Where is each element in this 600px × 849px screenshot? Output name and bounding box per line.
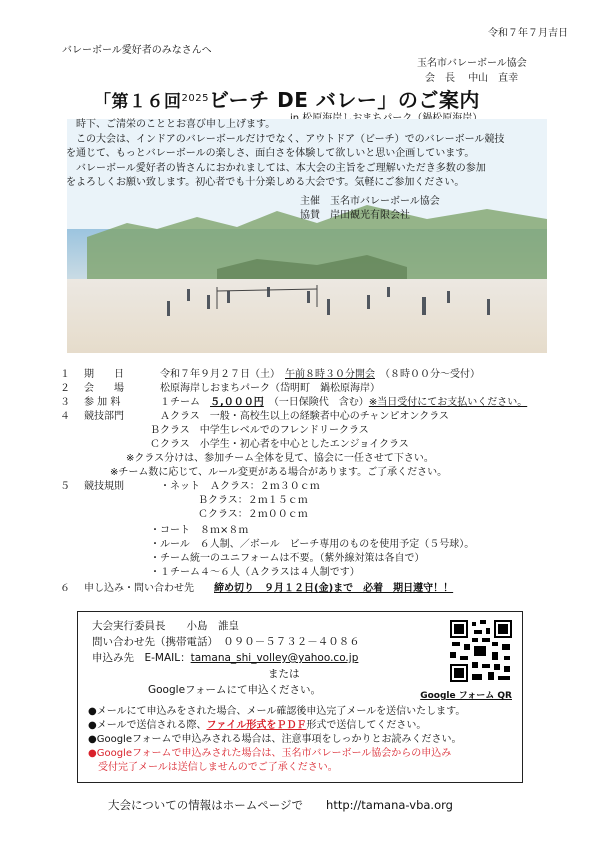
qr-code-icon[interactable] — [448, 618, 514, 684]
or-text: または — [268, 668, 300, 680]
pdf-format-highlight: ファイル形式をＰＤＦ — [206, 720, 307, 731]
greeting: バレーボール愛好者のみなさんへ — [62, 45, 212, 56]
fee-label: 参 加 料 — [84, 397, 121, 408]
fee-team: １チーム — [160, 397, 200, 408]
warning-note-line: 受付完了メールは送信しませんのでご了承ください。 — [88, 762, 338, 773]
rule-team: ・１チーム４～６人（Ａクラスは４人制です） — [150, 567, 360, 578]
support-label: 協賛 — [300, 210, 320, 221]
division-c: Ｃクラス 小学生・初心者を中心としたエンジョイクラス — [150, 439, 409, 450]
support-name: 岸田観光有限会社 — [330, 210, 410, 221]
notes-block — [88, 705, 465, 775]
item-number: ２ — [60, 383, 70, 394]
date-time: 午前８時３０分開会 — [285, 369, 375, 380]
deadline: 締め切り ９月１２日(金)まで 必着 期日遵守！！ — [214, 583, 454, 594]
rule-uniform: ・チーム統一のユニフォームは不要。（紫外線対策は各自で） — [150, 553, 425, 564]
item-number: ６ — [60, 583, 70, 594]
rule-court: ・コート ８ｍ×８ｍ — [150, 525, 249, 536]
division-note: ※チーム数に応じて、ルール変更がある場合があります。ご了承ください。 — [110, 467, 448, 478]
phone-label: 問い合わせ先（携帯電話） — [92, 636, 213, 648]
intro-line: この大会は、インドアのバレーボールだけでなく、アウトドア（ビーチ）でのバレーボール競技 — [66, 133, 505, 145]
item-number: ５ — [60, 481, 70, 492]
event-details — [60, 368, 560, 608]
sponsor-name: 玉名市バレーボール協会 — [330, 196, 440, 207]
intro-line: を通じて、もっとバレーボールの楽しさ、面白さを体験して欲しいと思い企画しています。 — [66, 148, 475, 159]
sponsor-label: 主催 — [300, 196, 320, 207]
title-main: ビーチ DE バレー」のご案内 — [208, 88, 480, 112]
host-block — [300, 195, 440, 223]
date-reception: （８時００分～受付） — [385, 369, 480, 380]
division-note: ※クラス分けは、参加チーム全体を見て、協会に一任させて下さい。 — [126, 453, 434, 464]
title-prefix: 「第１６回 — [94, 92, 182, 112]
qr-label: Google フォーム QR — [420, 691, 512, 701]
rule-net-c: Ｃクラス：２ｍ００ｃｍ — [198, 509, 308, 520]
organizer-assoc: 玉名市バレーボール協会 — [417, 58, 527, 69]
date-value: 令和７年９月２７日（土） — [160, 369, 275, 380]
note-line — [88, 719, 465, 733]
note-text: ●メールで送信される際、 — [88, 720, 207, 731]
place-value: 松原海岸しおまちパーク（岱明町 鍋松原海岸） — [160, 383, 380, 394]
rule-net-b: Ｂクラス：２ｍ１５ｃｍ — [198, 495, 308, 506]
organizer-role: 会 長 — [425, 73, 455, 84]
organizer-name: 中山 直幸 — [468, 73, 519, 84]
email-link[interactable]: tamana_shi_volley@yahoo.co.jp — [190, 652, 359, 664]
apply-label: 申し込み・問い合わせ先 — [84, 583, 194, 594]
rules-label: 競技規則 — [84, 481, 124, 492]
title-year: 2025 — [181, 93, 209, 104]
rule-net: ・ネット Ａクラス：２ｍ３０ｃｍ — [160, 481, 320, 492]
intro-line: バレーボール愛好者の皆さんにおかれましては、本大会の主旨をご理解いただき多数の参加 — [66, 162, 486, 174]
item-number: ３ — [60, 397, 70, 408]
warning-note-line: ●Googleフォームで申込みされた場合は、玉名市バレーボール協会からの申込み — [88, 748, 452, 759]
note-line: ●メールにて申込みをされた場合、メール確認後申込完了メールを送信いたします。 — [88, 706, 466, 717]
intro-paragraph — [66, 118, 504, 191]
note-line: ●Googleフォームで申込みされる場合は、注意事項をしっかりとお読みください。 — [88, 734, 462, 745]
committee-chair: 大会実行委員長 小島 誰皇 — [92, 620, 239, 632]
intro-line: をよろしくお願い致します。初心者でも十分楽しめる大会です。気軽にご参加ください。 — [66, 177, 465, 188]
division-label: 競技部門 — [84, 411, 124, 422]
footer — [108, 797, 453, 813]
google-form-text: Googleフォームにて申込ください。 — [148, 684, 322, 696]
footer-text: 大会についての情報はホームページで — [108, 798, 304, 812]
intro-line: 時下、ご清栄のこととお喜び申し上げます。 — [66, 119, 276, 130]
place-label: 会 場 — [84, 383, 124, 394]
fee-amount: ５,０００円 — [210, 397, 264, 408]
phone-number[interactable]: ０９０－５７３２－４０８６ — [223, 636, 360, 648]
date-label: 期 日 — [84, 369, 124, 380]
email-label: 申込み先 E-MAIL： — [92, 652, 191, 664]
fee-note: （一日保険代 含む） — [273, 397, 369, 408]
note-text: 形式で送信してください。 — [306, 720, 427, 731]
organizer-block — [417, 56, 527, 86]
item-number: ４ — [60, 411, 70, 422]
fee-payment: ※当日受付にてお支払いください。 — [368, 397, 528, 408]
issue-date: 令和７年７月吉日 — [488, 28, 568, 39]
division-a: Ａクラス 一般・高校生以上の経験者中心のチャンピオンクラス — [160, 411, 449, 422]
website-link[interactable]: http://tamana-vba.org — [326, 798, 453, 812]
division-b: Ｂクラス 中学生レベルでのフレンドリークラス — [150, 425, 369, 436]
rule-rule: ・ルール ６人制、／ボール ビーチ専用のものを使用予定（５号球）。 — [150, 539, 475, 550]
item-number: １ — [60, 369, 70, 380]
